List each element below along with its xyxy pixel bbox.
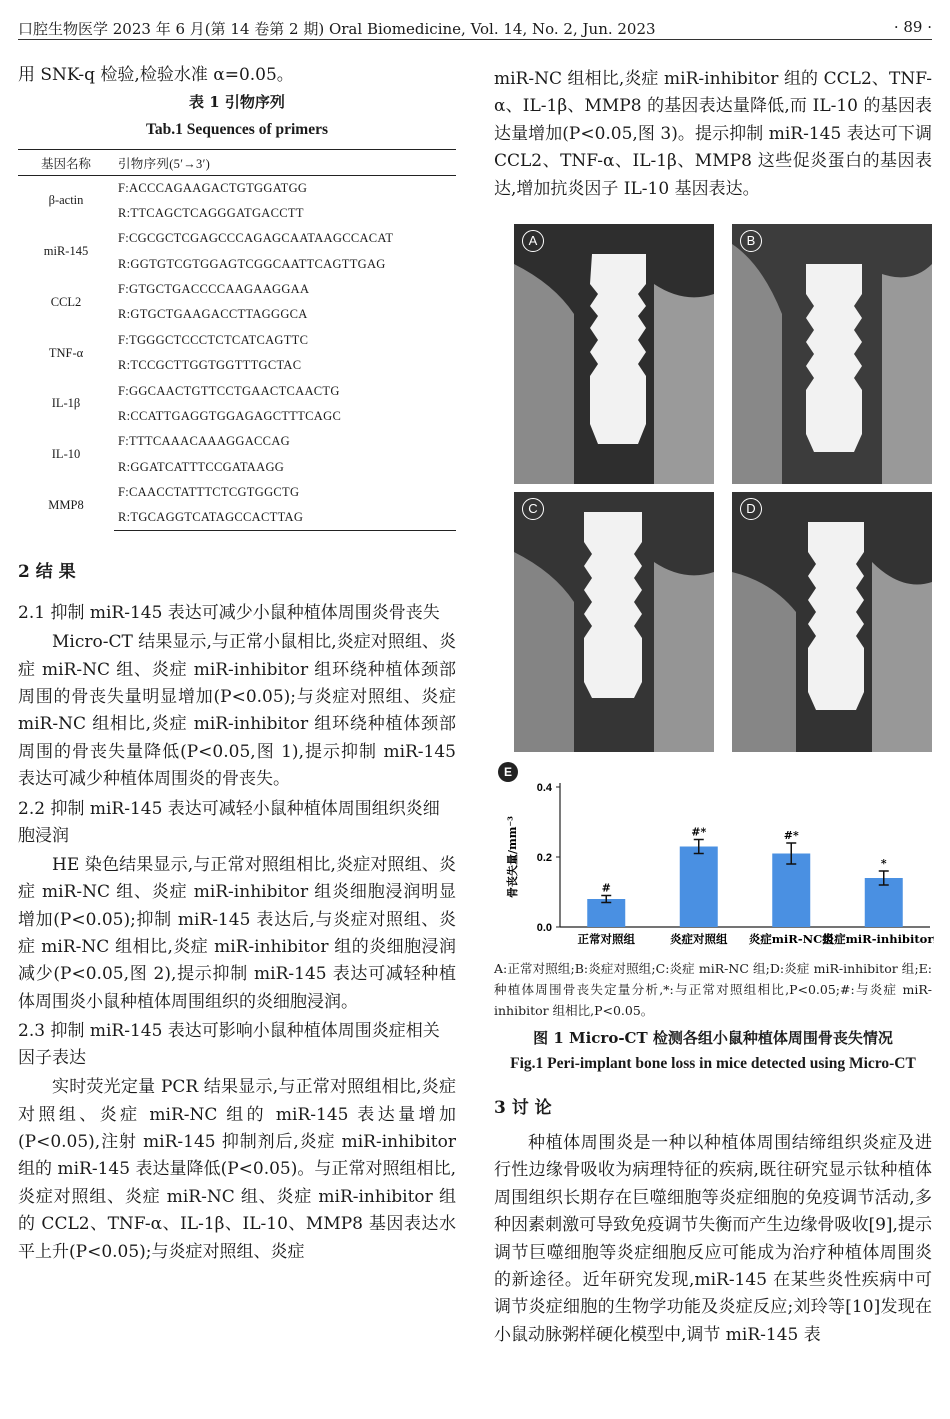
panel-d <box>732 492 932 752</box>
y-tick-label: 0.2 <box>536 852 552 864</box>
subsection-2-3-body: 实时荧光定量 PCR 结果显示,与正常对照组相比,炎症对照组、炎症 miR-NC 组的 miR-145 表达量增加(P<0.05),注射 miR-145 抑制剂后,炎症 miR-inhibitor 组的 miR-145 表达量降低(P<0.05)。与正常对照组相比,炎症对照组、炎症 miR-NC 组、炎症 miR-inhibitor 组的 CCL2、TNF-α、IL-1β、IL-10、MMP8 基因表达水平上升(P<0.05);与炎症对照组、炎症 <box>18 1077 456 1262</box>
gene-name: IL-10 <box>51 447 81 462</box>
panel-label-e: E <box>498 762 518 782</box>
category-label: 炎症miR-NC组 <box>748 932 834 946</box>
right-column-bottom <box>494 958 932 1349</box>
subsection-2-1-body: Micro-CT 结果显示,与正常小鼠相比,炎症对照组、炎症 miR-NC 组、炎症 miR-inhibitor 组环绕种植体颈部周围的骨丧失量明显增加(P<0.05);与炎症对照组、炎症 miR-NC 组相比,炎症 miR-inhibitor 组环绕种植体颈部周围的骨丧失量降低(P<0.05,图 1),提示抑制 miR-145 表达可减少种植体周围炎的骨丧失。 <box>18 632 456 790</box>
bar <box>680 847 718 928</box>
gene-name: IL-1β <box>51 396 81 411</box>
category-label: 炎症miR-inhibitor组 <box>822 932 934 946</box>
y-tick-label: 0.0 <box>536 922 552 934</box>
table-row <box>18 226 456 251</box>
micro-ct-figure <box>514 224 932 752</box>
forward-primer: F:CAACCTATTTCTCGTGGCTG <box>118 485 300 500</box>
panel-label-a: A <box>522 230 544 252</box>
table-row <box>18 328 456 353</box>
category-label: 炎症对照组 <box>670 932 728 946</box>
ct-image-d <box>732 492 932 752</box>
bone-loss-bar-chart <box>494 760 934 956</box>
forward-primer: F:GTGCTGACCCCAAGAAGGAA <box>118 282 310 297</box>
table-row <box>18 378 456 403</box>
reverse-primer: R:TGCAGGTCATAGCCACTTAG <box>114 505 456 530</box>
left-column <box>18 62 456 1266</box>
figure-title-en: Fig.1 Peri-implant bone loss in mice detected using Micro-CT <box>510 1055 916 1072</box>
table-row <box>18 480 456 505</box>
gene-name: β-actin <box>48 193 84 208</box>
panel-label-d: D <box>740 498 762 520</box>
significance-marker: * <box>880 857 887 870</box>
gene-name: TNF-α <box>48 345 84 360</box>
forward-primer: F:TGGGCTCCCTCTCATCAGTTC <box>118 332 309 347</box>
table-title-en: Tab.1 Sequences of primers <box>146 121 328 139</box>
forward-primer: F:TTTCAAACAAAGGACCAG <box>118 434 290 449</box>
panel-a <box>514 224 714 484</box>
forward-primer: F:GGCAACTGTTCCTGAACTCAACTG <box>118 383 340 398</box>
journal-citation: 口腔生物医学 2023 年 6 月(第 14 卷第 2 期) Oral Biomedicine, Vol. 14, No. 2, Jun. 2023 <box>18 20 656 38</box>
gene-name: miR-145 <box>43 243 89 258</box>
panel-c <box>514 492 714 752</box>
figure-legend: A:正常对照组;B:炎症对照组;C:炎症 miR-NC 组;D:炎症 miR-inhibitor 组;E:种植体周围骨丧失定量分析,*:与正常对照组相比,P<0.05;#:与炎症 miR-inhibitor 组相比,P<0.05。 <box>494 961 932 1018</box>
forward-primer: F:CGCGCTCGAGCCCAGAGCAATAAGCCACAT <box>118 231 394 246</box>
primer-table <box>18 149 456 531</box>
y-tick-label: 0.4 <box>536 782 552 794</box>
panel-b <box>732 224 932 484</box>
section-2-title: 2 结 果 <box>18 562 76 583</box>
subsection-2-2-body: HE 染色结果显示,与正常对照组相比,炎症对照组、炎症 miR-NC 组、炎症 miR-inhibitor 组炎细胞浸润明显增加(P<0.05);抑制 miR-145 表达后,与炎症对照组、炎症 miR-NC 组相比,炎症 miR-inhibitor 组的炎细胞浸润减少(P<0.05,图 2),提示抑制 miR-145 表达可减轻种植体周围炎小鼠种植体周围组织的炎细胞浸润。 <box>18 854 456 1012</box>
ct-image-b <box>732 224 932 484</box>
category-label: 正常对照组 <box>577 932 635 946</box>
significance-marker: #* <box>783 829 799 842</box>
ct-image-a <box>514 224 714 484</box>
table-head-gene: 基因名称 <box>18 150 114 175</box>
significance-marker: # <box>601 881 611 895</box>
table-title-cn: 表 1 引物序列 <box>189 93 285 112</box>
gene-name: CCL2 <box>50 294 82 309</box>
gene-name: MMP8 <box>48 497 84 512</box>
page-number: · 89 · <box>893 18 932 36</box>
table-row <box>18 175 456 200</box>
subsection-2-1-title: 2.1 抑制 miR-145 表达可减少小鼠种植体周围炎骨丧失 <box>18 603 440 624</box>
results-continuation: miR-NC 组相比,炎症 miR-inhibitor 组的 CCL2、TNF-α、IL-1β、MMP8 的基因表达量降低,而 IL-10 的基因表达量增加(P<0.05,图 3)。提示抑制 miR-145 表达可下调 CCL2、TNF-α、IL-1β、MMP8 这些促炎蛋白的基因表达,增加抗炎因子 IL-10 基因表达。 <box>494 69 932 199</box>
subsection-2-2-title: 2.2 抑制 miR-145 表达可减轻小鼠种植体周围组织炎细胞浸润 <box>18 798 440 846</box>
table-row <box>18 429 456 454</box>
subsection-2-3-title: 2.3 抑制 miR-145 表达可影响小鼠种植体周围炎症相关因子表达 <box>18 1021 440 1069</box>
reverse-primer: R:TTCAGCTCAGGGATGACCTT <box>118 205 304 220</box>
methods-tail: 用 SNK-q 检验,检验水准 α=0.05。 <box>18 65 294 85</box>
reverse-primer: R:CCATTGAGGTGGAGAGCTTTCAGC <box>118 409 342 423</box>
panel-e-chart <box>494 760 934 956</box>
y-axis-label: 骨丧失量/mm⁻³ <box>506 816 519 898</box>
reverse-primer: R:GTGCTGAAGACCTTAGGGCA <box>118 307 308 322</box>
forward-primer: F:ACCCAGAAGACTGTGGATGG <box>118 180 308 195</box>
running-header <box>18 16 932 40</box>
significance-marker: #* <box>691 825 707 839</box>
table-head-seq: 引物序列(5′→3′) <box>114 150 456 175</box>
figure-title-cn: 图 1 Micro-CT 检测各组小鼠种植体周围骨丧失情况 <box>533 1029 893 1047</box>
panel-label-c: C <box>522 498 544 520</box>
ct-image-c <box>514 492 714 752</box>
discussion-body: 种植体周围炎是一种以种植体周围结缔组织炎症及进行性边缘骨吸收为病理特征的疾病,既往研究显示钛种植体周围组织长期存在巨噬细胞等炎症细胞的免疫调节活动,多种因素刺激可导致免疫调节失衡而产生边缘骨吸收[9],提示调节巨噬细胞等炎症细胞反应可能成为治疗种植体周围炎的新途径。近年研究发现,miR-145 在某些炎性疾病中可调节炎症细胞的生物学功能及炎症反应;刘玲等[10]发现在小鼠动脉粥样硬化模型中,调节 miR-145 表 <box>494 1133 932 1345</box>
right-column-top <box>494 66 932 203</box>
panel-label-b: B <box>740 230 762 252</box>
section-3-title: 3 讨 论 <box>494 1098 552 1118</box>
reverse-primer: R:TCCGCTTGGTGGTTTGCTAC <box>118 358 302 373</box>
reverse-primer: R:GGATCATTTCCGATAAGG <box>118 459 285 474</box>
reverse-primer: R:GGTGTCGTGGAGTCGGCAATTCAGTTGAG <box>118 256 386 271</box>
table-row <box>18 277 456 302</box>
